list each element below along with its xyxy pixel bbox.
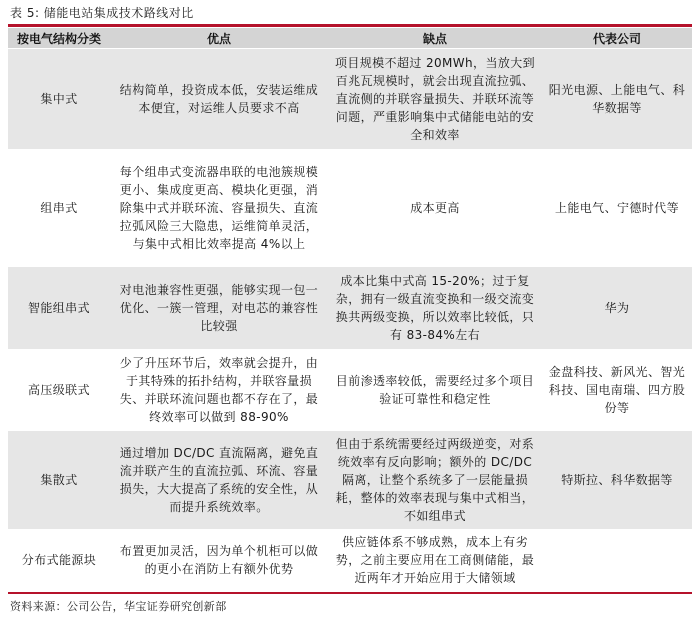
cell-cons: 但由于系统需要经过两级逆变，对系统效率有反向影响；额外的 DC/DC 隔离，让整个系统多了一层能量损耗，整体的效率表现与集中式相当，不如组串式 xyxy=(328,431,542,529)
cell-cons: 项目规模不超过 20MWh，当放大到百兆瓦规模时，就会出现直流拉弧、直流侧的并联容量损失、并联环流等问题，严重影响集中式储能电站的安全和效率 xyxy=(328,49,542,149)
table-row xyxy=(8,267,692,349)
table-row xyxy=(8,149,692,267)
cell-pros: 对电池兼容性更强，能够实现一包一优化、一簇一管理，对电芯的兼容性比较强 xyxy=(110,267,328,349)
cell-companies: 特斯拉、科华数据等 xyxy=(542,431,692,529)
table-row xyxy=(8,349,692,431)
cell-companies: 阳光电源、上能电气、科华数据等 xyxy=(542,49,692,149)
cell-type: 组串式 xyxy=(8,149,110,267)
cell-type: 智能组串式 xyxy=(8,267,110,349)
cell-pros: 少了升压环节后，效率就会提升，由于其特殊的拓扑结构，并联容量损失、并联环流问题也都不存在了，最终效率可以做到 88-90% xyxy=(110,349,328,431)
header-companies: 代表公司 xyxy=(542,28,692,49)
cell-companies: 上能电气、宁德时代等 xyxy=(542,149,692,267)
cell-pros: 通过增加 DC/DC 直流隔离，避免直流并联产生的直流拉弧、环流、容量损失，大大提高了系统的安全性，从而提升系统效率。 xyxy=(110,431,328,529)
cell-pros: 每个组串式变流器串联的电池簇规模更小、集成度更高、模块化更强，消除集中式并联环流、容量损失、直流拉弧风险三大隐患，运维简单灵活，与集中式相比效率提高 4%以上 xyxy=(110,149,328,267)
cell-cons: 成本更高 xyxy=(328,149,542,267)
table-caption: 表 5: 储能电站集成技术路线对比 xyxy=(10,6,194,20)
cell-cons: 目前渗透率较低，需要经过多个项目验证可靠性和稳定性 xyxy=(328,349,542,431)
table-row xyxy=(8,431,692,529)
top-rule xyxy=(8,24,692,27)
cell-type: 分布式能源块 xyxy=(8,529,110,591)
cell-companies xyxy=(542,529,692,591)
source-note: 资料来源：公司公告，华宝证券研究创新部 xyxy=(10,600,227,613)
cell-companies: 华为 xyxy=(542,267,692,349)
cell-pros: 布置更加灵活，因为单个机柜可以做的更小在消防上有额外优势 xyxy=(110,529,328,591)
table-row xyxy=(8,49,692,149)
comparison-table xyxy=(8,28,692,591)
header-pros: 优点 xyxy=(110,28,328,49)
cell-companies: 金盘科技、新风光、智光科技、国电南瑞、四方股份等 xyxy=(542,349,692,431)
cell-type: 集散式 xyxy=(8,431,110,529)
cell-type: 集中式 xyxy=(8,49,110,149)
cell-cons: 成本比集中式高 15-20%；过于复杂，拥有一级直流变换和一级交流变换共两级变换，所以效率比较低，只有 83-84%左右 xyxy=(328,267,542,349)
header-row xyxy=(8,28,692,49)
cell-cons: 供应链体系不够成熟，成本上有劣势，之前主要应用在工商侧储能，最近两年才开始应用于大储领域 xyxy=(328,529,542,591)
bottom-rule xyxy=(8,592,692,594)
cell-pros: 结构简单，投资成本低，安装运维成本便宜，对运维人员要求不高 xyxy=(110,49,328,149)
table-row xyxy=(8,529,692,591)
header-cons: 缺点 xyxy=(328,28,542,49)
header-type: 按电气结构分类 xyxy=(8,28,110,49)
cell-type: 高压级联式 xyxy=(8,349,110,431)
